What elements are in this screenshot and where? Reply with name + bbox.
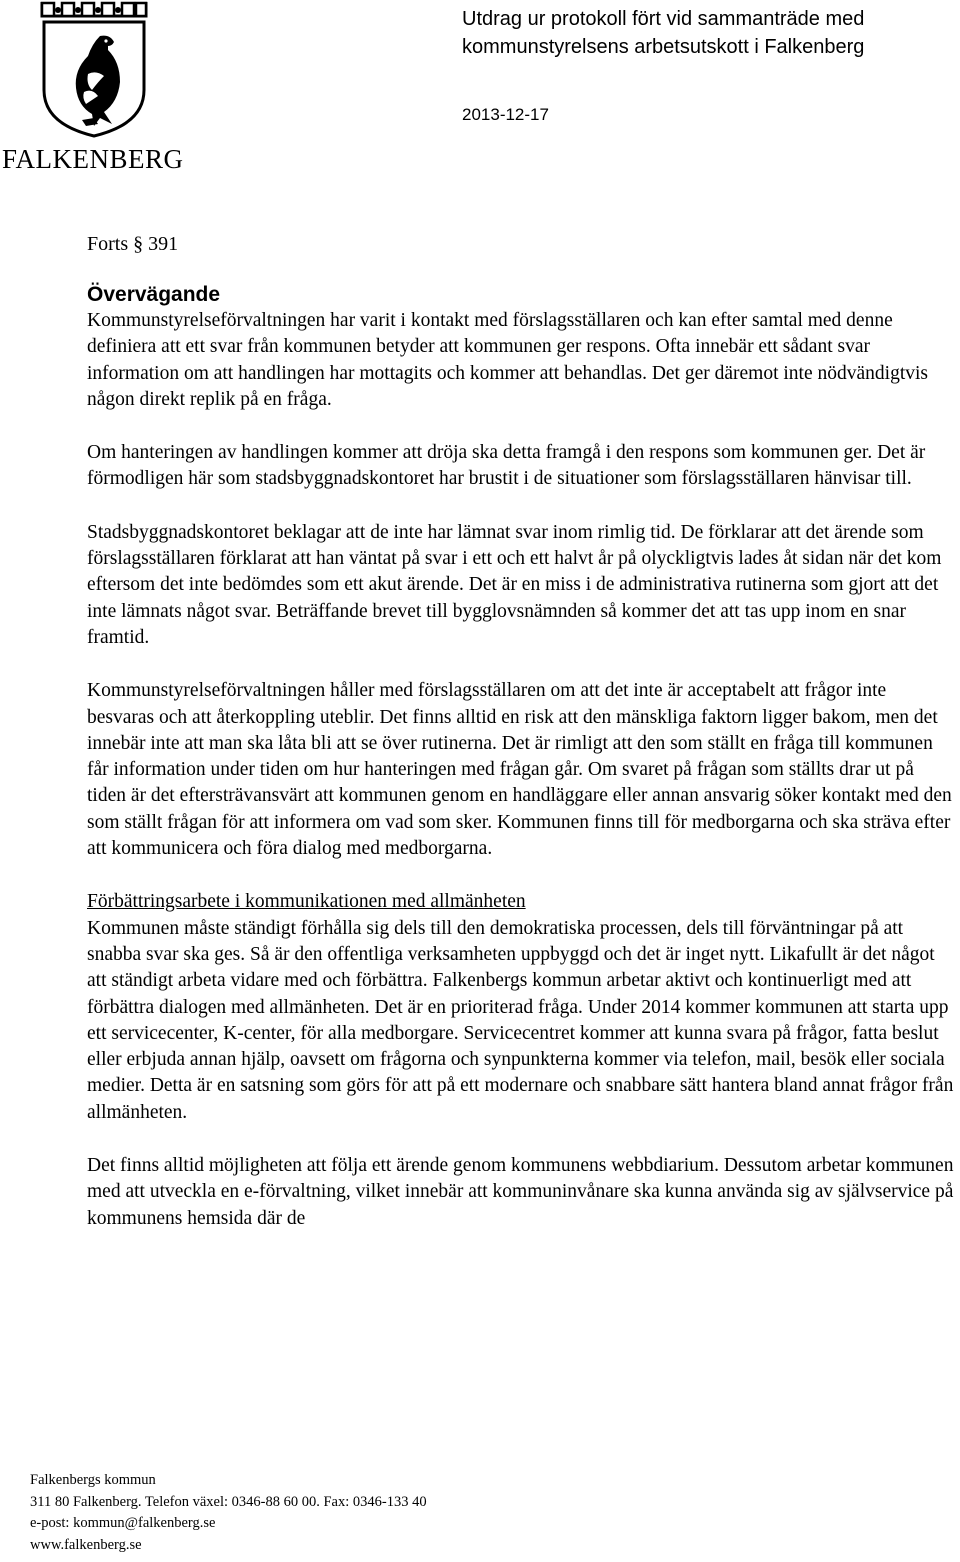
footer-org: Falkenbergs kommun: [30, 1472, 156, 1488]
section-reference: Forts § 391: [87, 233, 179, 255]
brand-wordmark: FALKENBERG: [2, 144, 184, 174]
header-title-line-1: Utdrag ur protokoll fört vid sammanträde med: [462, 8, 865, 30]
paragraph-4: Kommunstyrelseförvaltningen håller med förslagsställaren om att det inte är acceptabelt att frågor inte besvaras och att återkoppling uteblir. Det finns alltid en risk att den mänskliga faktorn ligger bakom, men det innebär inte att man ska låta bli att se över rutinerna. Det är rimligt att den som ställt en fråga till kommunen får information under tiden om hur hanteringen med frågan går. Om svaret på frågan som ställts drar ut på tiden är det eftersträvansvärt att kommunen genom en handläggare eller annan ansvarig söker kontakt med den som ställt frågan för att informera om vad som sker. Kommunen finns till för medborgarna och ska sträva efter att kommunicera och föra dialog med medborgarna.: [87, 680, 952, 860]
paragraph-3: Stadsbyggnadskontoret beklagar att de inte har lämnat svar inom rimlig tid. De förklarar att det ärende som förslagsställaren förklarat att han väntat på svar i ett och ett halvt år på olyckligtvis lades åt sidan när det kom eftersom det inte bedömdes som ett akut ärende. Det är en miss i de administrativa rutinerna som gjort att det inte lämnats något svar. Beträffande brevet till bygglovsnämnden så kommer det att tas upp inom en snar framtid.: [87, 521, 942, 648]
paragraph-1: Kommunstyrelseförvaltningen har varit i kontakt med förslagsställaren och kan efter samtal med denne definiera att ett svar från kommunen betyder att kommunen ger respons. Ofta innebär ett sådant svar information om att handlingen har mottagits och kommer att behandlas. Det ger däremot inte nödvändigtvis någon direkt replik på en fråga.: [87, 310, 929, 410]
section-heading: Övervägande: [87, 283, 221, 306]
paragraph-6: Det finns alltid möjligheten att följa ett ärende genom kommunens webbdiarium. Dessutom arbetar kommunen med att utveckla en e-förvaltning, vilket innebär att kommuninvånare ska kunna använda sig av självservice på kommunens hemsida där de: [87, 1155, 954, 1229]
sub-heading: Förbättringsarbete i kommunikationen med allmänheten: [87, 891, 526, 913]
coat-of-arms-logo: [38, 0, 150, 138]
header-title-line-2: kommunstyrelsens arbetsutskott i Falkenberg: [462, 36, 865, 58]
paragraph-5: Kommunen måste ständigt förhålla sig dels till den demokratiska processen, dels till förväntningar på att snabba svar ska ges. Så är den offentliga verksamheten uppbyggd och det är inget nytt. Likafullt är det något att ständigt arbeta vidare med och förbättra. Falkenbergs kommun arbetar aktivt och kontinuerligt med att förbättra dialogen med allmänheten. Det är en prioriterad fråga. Under 2014 kommer kommunen att starta upp ett servicecenter, K-center, för alla medborgare. Servicecentret kommer att kunna svara på frågor, fatta beslut eller erbjuda annan hjälp, oavsett om frågorna och synpunkterna kommer via telefon, mail, besök eller sociala medier. Detta är en satsning som görs för att på ett modernare och snabbare sätt hantera bland annat frågor från allmänheten.: [87, 917, 954, 1123]
document-body: [87, 230, 955, 1259]
paragraph-2: Om hanteringen av handlingen kommer att dröja ska detta framgå i den respons som kommunen ger. Det är förmodligen här som stadsbyggnadskontoret har brustit i de situationer som förslagsställaren hänvisar till.: [87, 442, 926, 490]
footer-web: www.falkenberg.se: [30, 1536, 142, 1553]
footer-email: e-post: kommun@falkenberg.se: [30, 1515, 216, 1531]
document-date: 2013-12-17: [462, 105, 549, 124]
footer-address: 311 80 Falkenberg. Telefon växel: 0346-88 60 00. Fax: 0346-133 40: [30, 1493, 427, 1510]
document-header-title: [462, 5, 864, 61]
document-footer: [30, 1470, 427, 1556]
